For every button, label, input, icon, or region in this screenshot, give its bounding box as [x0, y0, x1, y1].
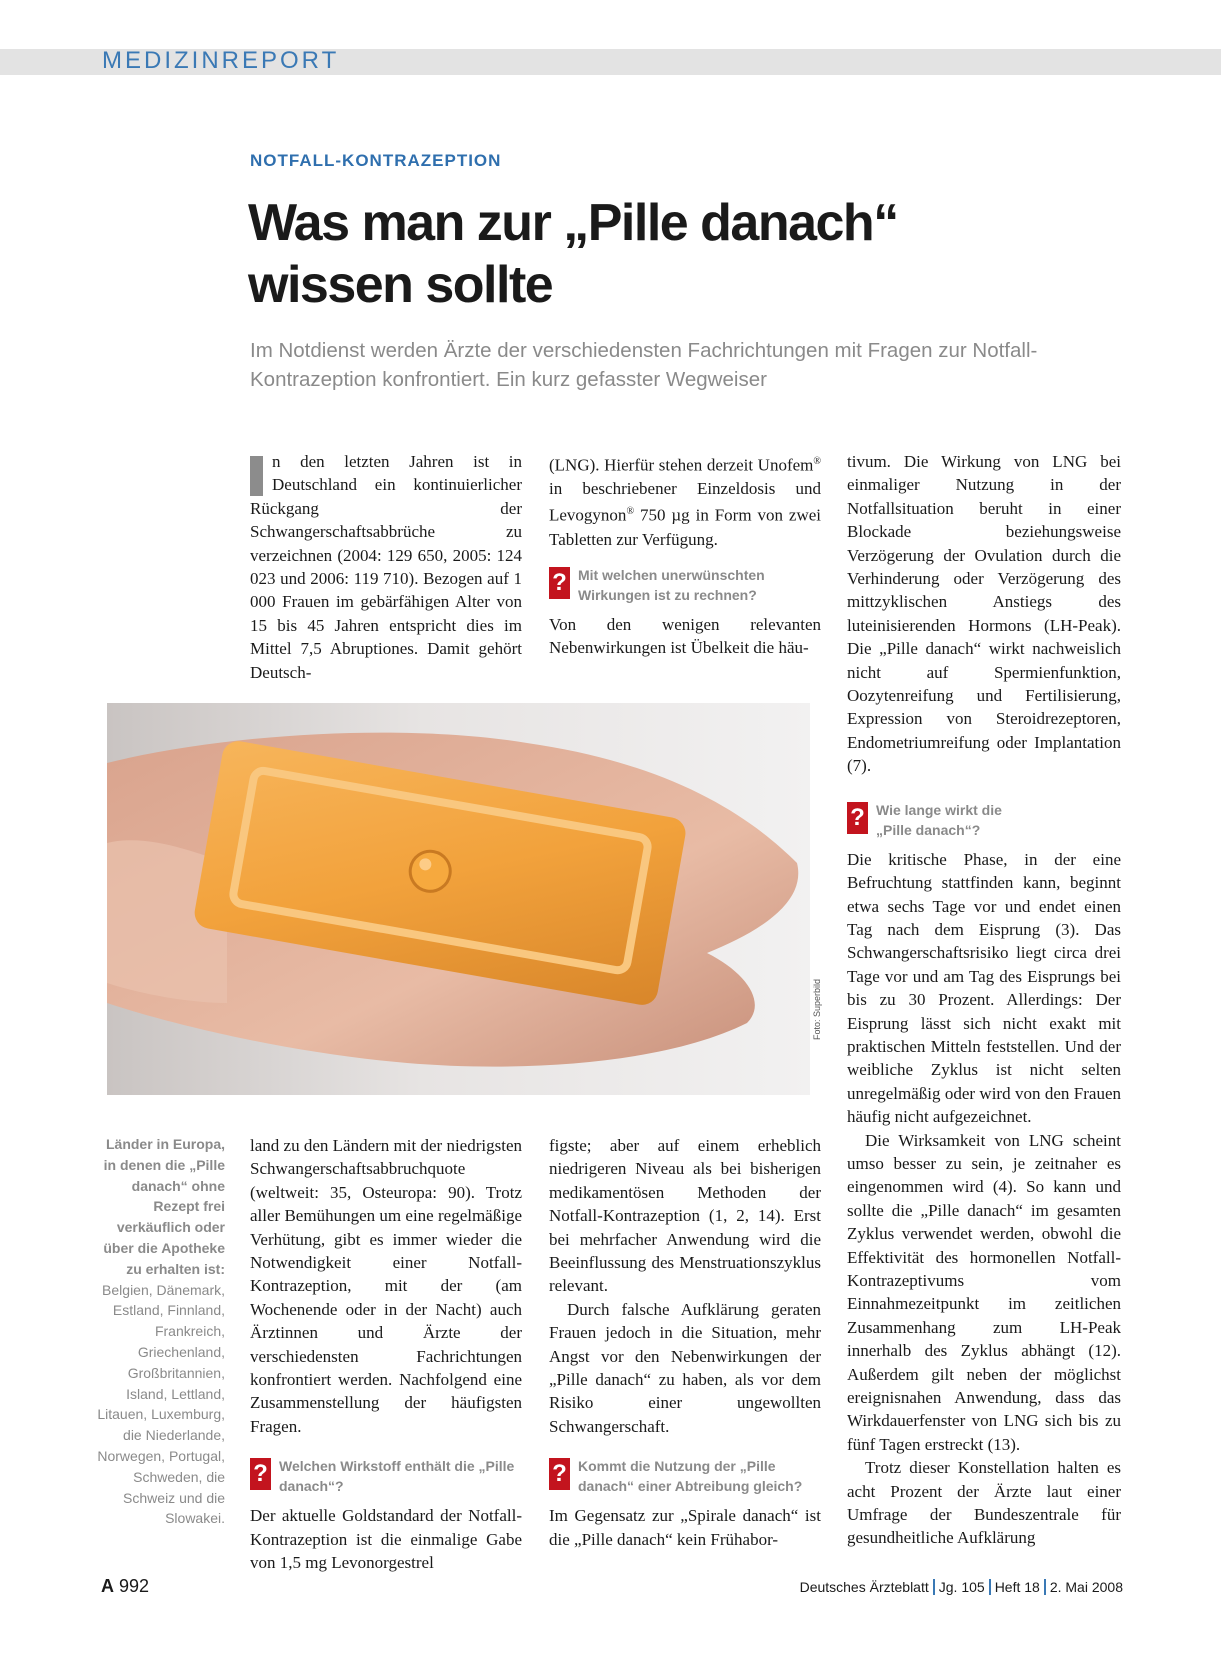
headline-line-1: Was man zur „Pille danach“ — [248, 194, 898, 252]
question-mark-icon: ? — [549, 567, 570, 599]
page-number: A 992 — [101, 1576, 150, 1596]
col2-bottom-paragraph-2: Durch falsche Aufklärung geraten Frauen jedoch in die Situation, mehr Angst vor den Nebenwirkungen der „Pille danach“ zu haben, als vor dem Risiko einer ungewollten Schwangerschaft. — [549, 1299, 821, 1436]
col3-paragraph-2: Die kritische Phase, in der eine Befruchtung stattfinden kann, beginnt etwa sechs Tage vor und endet einen Tag nach dem Eisprung (3). Das Schwangerschaftsrisiko liegt circa drei Tage vor und am Tag des Eisprungs bei bis zu 30 Prozent. Allerdings: Der Eisprung lässt sich nicht exakt mit praktischen Mitteln feststellen. Und der weibliche Zyklus ist nicht selten unregelmäßig oder wird von den Frauen häufig nicht aufgezeichnet. — [847, 849, 1121, 1127]
divider — [933, 1579, 935, 1595]
article-headline — [248, 192, 1048, 316]
article-photo — [107, 703, 810, 1095]
journal-citation — [800, 1579, 1123, 1595]
col2-answer-text: Im Gegensatz zur „Spirale danach“ ist die „Pille danach“ kein Frühabor- — [549, 1506, 821, 1549]
col2-answer-text: Von den wenigen relevanten Nebenwirkungen ist Übelkeit die häu- — [549, 614, 821, 658]
question-text: Welchen Wirkstoff enthält die „Pille danach“? — [279, 1458, 515, 1495]
question-heading — [250, 1456, 522, 1496]
registered-mark: ® — [626, 506, 635, 518]
drop-cap — [250, 456, 263, 496]
column-1-top — [250, 450, 522, 684]
journal-date: 2. Mai 2008 — [1049, 1579, 1123, 1595]
article-subtitle: Im Notdienst werden Ärzte der verschiedensten Fachrichtungen mit Fragen zur Notfall-Kontrazeption konfrontiert. Ein kurz gefasster Wegweiser — [250, 339, 1038, 391]
headline-line-2: wissen sollte — [248, 256, 553, 314]
registered-mark: ® — [813, 456, 821, 467]
question-heading — [549, 565, 821, 605]
journal-volume: Jg. 105 — [938, 1579, 985, 1595]
question-heading — [847, 800, 1121, 840]
question-text: Kommt die Nutzung der „Pille danach“ einer Abtreibung gleich? — [578, 1458, 803, 1495]
sidebar-body: Belgien, Dänemark, Estland, Finnland, Frankreich, Griechenland, Großbritannien, Island, Lettland, Litauen, Luxemburg, die Niederlande, Norwegen, Portugal, Schweden, die Schweiz und die Slowakei. — [97, 1281, 225, 1527]
question-mark-icon: ? — [250, 1458, 271, 1490]
sidebar-box — [90, 1134, 225, 1529]
column-2-top — [549, 450, 821, 660]
divider — [1044, 1579, 1046, 1595]
journal-issue: Heft 18 — [994, 1579, 1040, 1595]
journal-name: Deutsches Ärzteblatt — [799, 1579, 929, 1595]
question-text: Mit welchen unerwünschten Wirkungen ist zu rechnen? — [578, 566, 765, 603]
article-kicker: NOTFALL-KONTRAZEPTION — [250, 151, 502, 170]
sidebar-heading: Länder in Europa, in denen die „Pille danach“ ohne Rezept frei verkäuflich oder über die Apotheke zu erhalten ist: — [103, 1136, 225, 1277]
col2-bottom-paragraph-1: figste; aber auf einem erheblich niedrigeren Niveau als bei bisherigen medikamentösen Methoden der Notfall-Kontrazeption (1, 2, 14). Erst bei mehrfacher Anwendung wird die Beeinflussung des Menstruationszyklus relevant. — [549, 1136, 821, 1296]
question-mark-icon: ? — [549, 1458, 570, 1490]
col2-top-paragraph: (LNG). Hierfür stehen derzeit Unofem® in beschriebener Einzeldosis und Levogynon® 750 µg in Form von zwei Tabletten zur Verfügung. — [549, 455, 821, 549]
photo-credit: Foto: Superbild — [812, 978, 822, 1040]
question-heading — [549, 1456, 821, 1496]
section-label: MEDIZINREPORT — [102, 47, 340, 74]
col3-paragraph-1: tivum. Die Wirkung von LNG bei einmaliger Nutzung in der Notfallsituation beruht in einer Blockade beziehungsweise Verzögerung der Ovulation durch die Verhinderung oder Verzögerung des mittzyklischen Anstiegs des luteinisierenden Hormons (LH-Peak). Die „Pille danach“ wirkt nachweislich nicht auf Spermienfunktion, Oozytenreifung und Fertilisierung, Expression von Steroidrezeptoren, Endometriumreifung oder Implantation (7). — [847, 452, 1121, 776]
col1-answer-text: Der aktuelle Goldstandard der Notfall-Kontrazeption ist die einmalige Gabe von 1,5 mg Levonorgestrel — [250, 1506, 522, 1573]
question-text: Wie lange wirkt die „Pille danach“? — [876, 801, 1002, 838]
col1-top-text: n den letzten Jahren ist in Deutschland ein kontinuierlicher Rückgang der Schwangerschaftsabbrüche zu verzeichnen (2004: 129 650, 2005: 124 023 und 2006: 119 710). Bezogen auf 1 000 Frauen im gebärfähigen Alter von 15 bis 45 Jahren entspricht dies im Mittel 7,5 Abruptiones. Damit gehört Deutsch- — [250, 452, 522, 682]
col3-paragraph-3: Die Wirksamkeit von LNG scheint umso besser zu sein, je zeitnaher es eingenommen wird (4). So kann und sollte die „Pille danach“ im gesamten Zyklus verwendet werden, obwohl die Effektivität des hormonellen Notfall-Kontrazeptivums vom Einnahmezeitpunkt im zeitlichen Zusammenhang zum LH-Peak innerhalb des Zyklus abhängt (12). Außerdem gilt neben der möglichst ereignisnahen Anwendung, dass das Wirkdauerfenster von LNG sich bis zu fünf Tagen erstreckt (13). — [847, 1130, 1121, 1454]
col1-bottom-paragraph: land zu den Ländern mit der niedrigsten Schwangerschaftsabbruchquote (weltweit: 35, Osteuropa: 90). Trotz aller Bemühungen um eine regelmäßige Verhütung, gibt es immer wieder die Notwendigkeit einer Notfall-Kontrazeption, mit der (am Wochenende oder in der Nacht) auch Ärztinnen und Ärzte der verschiedensten Fachrichtungen konfrontiert werden. Nachfolgend eine Zusammenstellung der häufigsten Fragen. — [250, 1136, 522, 1436]
column-1-bottom — [250, 1134, 522, 1575]
divider — [989, 1579, 991, 1595]
hand-holding-pill-blister-image — [107, 703, 810, 1095]
col3-paragraph-4: Trotz dieser Konstellation halten es acht Prozent der Ärzte laut einer Umfrage der Bundeszentrale für gesundheitliche Aufklärung — [847, 1458, 1121, 1548]
column-3 — [847, 450, 1121, 1550]
question-mark-icon: ? — [847, 802, 868, 834]
column-2-bottom — [549, 1134, 821, 1551]
